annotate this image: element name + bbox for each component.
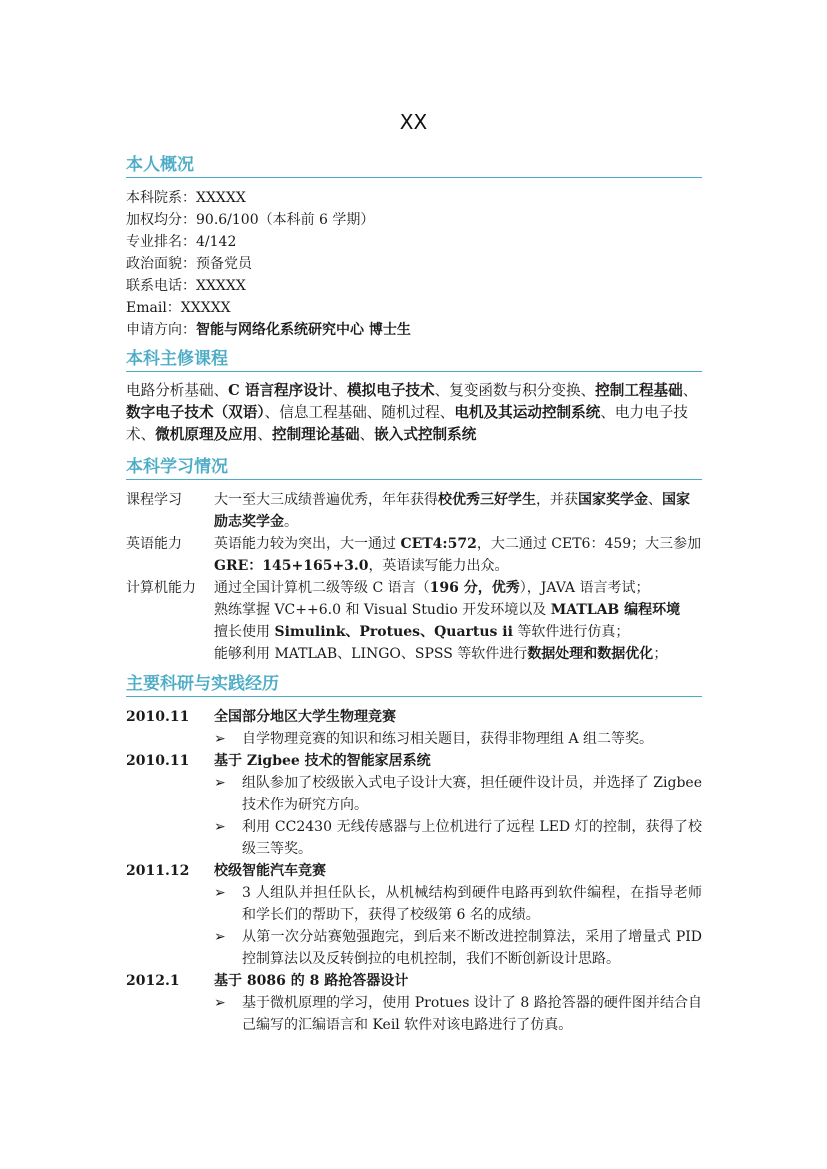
study-rows [126,489,702,665]
text-run: 通过全国计算机二级等级 C 语言（ [214,580,430,596]
profile-label: 申请方向： [126,322,196,338]
profile-label: 专业排名： [126,234,196,250]
computer-skill-line [214,577,702,599]
experience-bullet [214,992,702,1036]
arrow-bullet-icon: ➢ [214,885,226,901]
study-section-title: 本科学习情况 [126,456,702,480]
study-row-text [214,533,702,577]
profile-label: 加权均分： [126,212,196,228]
profile-row-department [126,187,702,209]
computer-skill-line [214,621,702,643]
profile-row-political-status [126,253,702,275]
text-run: 、电力电子技术、 [126,404,688,443]
bold-text-run: 国家励志奖学金 [214,492,690,530]
profile-row-phone [126,275,702,297]
text-run: 、 [648,492,662,508]
experience-bullet-text: 从第一次分站赛勉强跑完，到后来不断改进控制算法，采用了增量式 PID 控制算法以及反转倒拉的电机控制，我们不断创新设计思路。 [242,929,702,967]
study-row-computer [126,577,702,665]
experience-header [126,750,702,772]
courses-section [126,348,702,446]
text-run: ； [653,646,668,662]
experience-bullet-text: 自学物理竞赛的知识和练习相关题目，获得非物理组 A 组二等奖。 [242,731,654,747]
arrow-bullet-icon: ➢ [214,731,226,747]
text-run: 英语能力较为突出，大一通过 [214,536,401,552]
arrow-bullet-icon: ➢ [214,819,226,835]
experience-date: 2012.1 [126,973,180,989]
text-run: 、 [332,382,348,399]
text-run: ，并获 [536,492,578,508]
experience-bullet [214,882,702,926]
profile-label: Email： [126,300,181,316]
computer-skill-line [214,599,702,621]
experience-title: 基于 Zigbee 技术的智能家居系统 [214,753,431,769]
text-run: 、信息工程基础、随机过程、 [264,404,455,421]
text-run: ，大二通过 CET6：459；大三参加 [476,536,702,552]
study-row-label: 课程学习 [126,492,182,508]
profile-value: 智能与网络化系统研究中心 博士生 [196,322,411,338]
courses-section-title: 本科主修课程 [126,348,702,372]
study-row-label: 英语能力 [126,536,182,552]
experience-bullet-text: 利用 CC2430 无线传感器与上位机进行了远程 LED 灯的控制，获得了校级三等奖。 [242,819,702,857]
bold-text-run: GRE：145+165+3.0 [214,558,369,574]
experience-bullet [214,772,702,816]
text-run: ），JAVA 语言考试； [519,580,650,596]
bold-text-run: 国家奖学金 [578,492,648,508]
profile-row-application [126,319,702,341]
experience-bullet [214,926,702,970]
text-run: 擅长使用 [214,624,275,640]
experience-date: 2010.11 [126,753,190,769]
experience-date: 2010.11 [126,709,190,725]
bold-text-run: 模拟电子技术 [347,382,435,399]
profile-value: XXXXX [196,190,246,206]
experience-bullet-text: 组队参加了校级嵌入式电子设计大赛，担任硬件设计员，并选择了 Zigbee 技术作为研究方向。 [242,775,702,813]
text-run: 熟练掌握 VC++6.0 和 Visual Studio 开发环境以及 [214,602,551,618]
arrow-bullet-icon: ➢ [214,995,226,1011]
bold-text-run: 196 分，优秀 [429,580,520,596]
bold-text-run: CET4:572 [400,536,477,552]
bold-text-run: 电机及其运动控制系统 [454,404,601,421]
profile-value: XXXXX [196,278,246,294]
research-section [126,673,702,1036]
experience-header [126,860,702,882]
bold-text-run: 数字电子技术（双语） [126,404,265,421]
profile-value: 4/142 [196,234,237,250]
text-run: 、复变函数与积分变换、 [434,382,596,399]
study-section [126,456,702,665]
profile-value: 预备党员 [196,256,252,272]
bold-text-run: MATLAB 编程环境 [550,602,681,618]
research-entries [126,706,702,1036]
experience-date: 2011.12 [126,863,190,879]
text-run: 、 [682,382,698,399]
text-run: 等软件进行仿真； [512,624,630,640]
bold-text-run: 控制理论基础 [271,426,360,443]
bold-text-run: 控制工程基础 [595,382,683,399]
profile-row-email [126,297,702,319]
profile-section [126,154,702,341]
study-row-text [214,489,702,533]
arrow-bullet-icon: ➢ [214,929,226,945]
study-row-english [126,533,702,577]
experience-header [126,706,702,728]
profile-label: 政治面貌： [126,256,196,272]
study-row-label: 计算机能力 [126,580,196,596]
profile-section-title: 本人概况 [126,154,702,178]
courses-list [126,380,702,446]
arrow-bullet-icon: ➢ [214,775,226,791]
experience-bullet [214,816,702,860]
text-run: 电路分析基础、 [126,382,229,399]
bold-text-run: 微机原理及应用 [155,426,258,443]
experience-bullet-text: 基于微机原理的学习，使用 Protues 设计了 8 路抢答器的硬件图并结合自己编写的汇编语言和 Keil 软件对该电路进行了仿真。 [242,995,702,1033]
resume-name: XX [399,110,428,134]
profile-value: XXXXX [180,300,231,316]
profile-label: 联系电话： [126,278,196,294]
experience-title: 校级智能汽车竞赛 [214,863,326,879]
profile-rows [126,187,702,341]
research-section-title: 主要科研与实践经历 [126,673,702,697]
experience-header [126,970,702,992]
experience-title: 基于 8086 的 8 路抢答器设计 [214,973,409,989]
bold-text-run: 校优秀三好学生 [438,492,536,508]
bold-text-run: 数据处理和数据优化 [527,646,654,662]
bold-text-run: Simulink、Protues、Quartus ii [274,624,513,640]
profile-value: 90.6/100（本科前 6 学期） [196,212,375,228]
study-row-courses [126,489,702,533]
experience-bullet-text: 3 人组队并担任队长，从机械结构到硬件电路再到软件编程，在指导老师和学长们的帮助下，获得了校级第 6 名的成绩。 [242,885,702,923]
profile-label: 本科院系： [126,190,196,206]
bold-text-run: 嵌入式控制系统 [374,426,477,443]
text-run: 。 [284,514,298,530]
profile-row-rank [126,231,702,253]
experience-title: 全国部分地区大学生物理竞赛 [214,709,396,725]
experience-bullet [214,728,702,750]
computer-skill-line [214,643,702,665]
bold-text-run: C 语言程序设计 [228,382,333,399]
text-run: 能够利用 MATLAB、LINGO、SPSS 等软件进行 [214,646,528,662]
text-run: 大一至大三成绩普遍优秀，年年获得 [214,492,438,508]
text-run: 、 [359,426,375,443]
text-run: 、 [257,426,272,443]
profile-row-gpa [126,209,702,231]
text-run: ，英语读写能力出众。 [368,558,509,574]
study-row-text [214,577,702,665]
